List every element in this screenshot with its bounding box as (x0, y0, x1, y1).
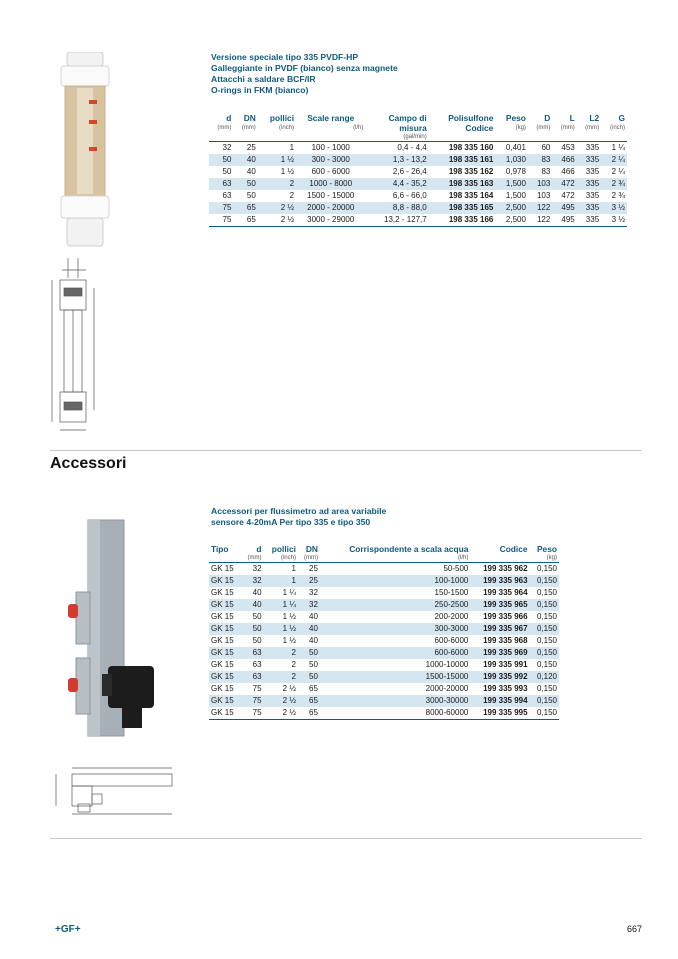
cell-campo: 4,4 - 35,2 (365, 178, 428, 190)
unit-L: (mm) (560, 125, 575, 131)
cell-D: 103 (528, 178, 552, 190)
cell-peso: 2,500 (505, 215, 526, 224)
cell-dn: 40 (298, 623, 320, 635)
cell-tipo: GK 15 (211, 612, 234, 621)
cell-campo: 6,6 - 66,0 (392, 191, 427, 200)
cell-d: 40 (252, 588, 262, 597)
cell-scale: 3000 - 29000 (307, 215, 355, 224)
cell-code: 199 335 964 (483, 588, 528, 597)
cell-L: 466 (552, 154, 576, 166)
cell-tipo: GK 15 (209, 695, 242, 707)
unit-d: (mm) (217, 125, 232, 131)
col-dn: DN (305, 544, 318, 554)
cell-D: 122 (528, 202, 552, 214)
cell-corr: 8000-60000 (425, 708, 469, 717)
cell-d: 50 (252, 636, 262, 645)
cell-code: 199 335 993 (483, 684, 528, 693)
table-row (209, 166, 627, 178)
cell-dn: 50 (246, 191, 256, 200)
cell-G: 2 ¾ (611, 191, 625, 200)
cell-L2: 335 (577, 154, 601, 166)
cell-campo: 8,8 - 88,0 (365, 202, 428, 214)
col-pollici: pollici (269, 113, 295, 123)
cell-dn: 65 (309, 684, 318, 693)
cell-pollici: 2 (264, 671, 298, 683)
table-row (209, 178, 627, 190)
col-d: d (256, 544, 262, 554)
cell-campo: 1,3 - 13,2 (365, 154, 428, 166)
cell-G: 2 ¼ (611, 167, 625, 176)
cell-G: 3 ½ (611, 215, 625, 224)
cell-code: 199 335 963 (470, 575, 529, 587)
cell-peso: 0,150 (536, 588, 557, 597)
cell-code: 198 335 162 (448, 167, 494, 176)
cell-L: 472 (561, 191, 575, 200)
table-row (209, 142, 627, 155)
table-row (209, 623, 559, 635)
col-L: L (569, 113, 575, 123)
table-row (209, 635, 559, 647)
cell-code: 199 335 967 (470, 623, 529, 635)
unit-peso: (kg) (546, 555, 557, 561)
cell-peso: 0,150 (536, 660, 557, 669)
cell-d: 50 (242, 623, 264, 635)
page-number: 667 (626, 924, 642, 934)
table-row (209, 202, 627, 214)
cell-D: 122 (536, 215, 551, 224)
cell-peso: 0,150 (530, 599, 559, 611)
cell-peso: 0,401 (505, 143, 526, 152)
cell-dn: 50 (298, 647, 320, 659)
cell-scale: 300 - 3000 (296, 154, 365, 166)
cell-peso: 0,150 (536, 684, 557, 693)
cell-pollici: 1 ½ (264, 623, 298, 635)
section2-title-line: Accessori per flussimetro ad area variabile (211, 506, 387, 516)
cell-pollici: 2 (258, 178, 296, 190)
cell-corr: 3000-30000 (320, 695, 470, 707)
cell-peso: 0,150 (530, 575, 559, 587)
cell-d: 50 (252, 612, 262, 621)
unit-scale: (l/h) (353, 125, 364, 131)
cell-corr: 100-1000 (320, 575, 470, 587)
cell-d: 50 (222, 167, 232, 176)
cell-G: 2 ¾ (601, 178, 627, 190)
section1-title-line: O-rings in FKM (bianco) (211, 85, 309, 95)
cell-pollici: 2 ½ (258, 202, 296, 214)
col-scale-range: Scale range (307, 113, 355, 123)
unit-dn: (mm) (303, 555, 318, 561)
cell-pollici: 2 ½ (280, 215, 295, 224)
cell-d: 32 (242, 575, 264, 587)
table-row (209, 659, 559, 671)
table-row (209, 599, 559, 611)
cell-peso: 0,978 (505, 167, 526, 176)
cell-scale: 1500 - 15000 (307, 191, 355, 200)
gf-logo: +GF+ (55, 924, 81, 935)
cell-dn: 40 (233, 154, 257, 166)
cell-dn: 25 (298, 575, 320, 587)
cell-tipo: GK 15 (211, 636, 234, 645)
cell-dn: 40 (309, 636, 318, 645)
cell-dn: 32 (309, 588, 318, 597)
cell-L: 472 (552, 178, 576, 190)
cell-tipo: GK 15 (211, 684, 234, 693)
cell-D: 60 (541, 143, 551, 152)
section1-title-line: Galleggiante in PVDF (bianco) senza magnete (211, 63, 398, 73)
table-row (209, 154, 627, 166)
cell-pollici: 1 (291, 564, 296, 573)
cell-corr: 200-2000 (434, 612, 469, 621)
col-poli-line2: Codice (465, 123, 494, 133)
table-row (209, 575, 559, 587)
cell-L2: 335 (577, 202, 601, 214)
cell-tipo: GK 15 (209, 575, 242, 587)
cell-tipo: GK 15 (211, 564, 234, 573)
table-row (209, 647, 559, 659)
cell-scale: 2000 - 20000 (296, 202, 365, 214)
cell-corr: 300-3000 (320, 623, 470, 635)
cell-corr: 1500-15000 (320, 671, 470, 683)
col-tipo: Tipo (211, 544, 229, 554)
unit-pollici: (inch) (280, 555, 296, 561)
cell-pollici: 1 ½ (282, 612, 296, 621)
unit-L2: (mm) (585, 125, 600, 131)
cell-corr: 1000-10000 (425, 660, 469, 669)
table-row (209, 695, 559, 707)
cell-pollici: 1 (264, 575, 298, 587)
col-pollici: pollici (271, 544, 296, 554)
section2-title (211, 506, 386, 528)
cell-L2: 335 (585, 143, 600, 152)
cell-code: 199 335 969 (470, 647, 529, 659)
cell-code: 198 335 165 (429, 202, 496, 214)
cell-code: 199 335 968 (483, 636, 528, 645)
cell-L: 466 (561, 167, 575, 176)
cell-pollici: 2 ½ (282, 684, 296, 693)
cell-code: 199 335 995 (483, 708, 528, 717)
cell-scale: 100 - 1000 (311, 143, 350, 152)
sensor-photo (62, 518, 166, 740)
col-D: D (544, 113, 551, 123)
cell-code: 198 335 160 (448, 143, 494, 152)
cell-corr: 600-6000 (320, 647, 470, 659)
cell-L2: 335 (585, 215, 600, 224)
unit-peso: (kg) (515, 125, 526, 131)
cell-dn: 65 (298, 695, 320, 707)
cell-dn: 40 (309, 612, 318, 621)
cell-d: 75 (252, 708, 262, 717)
cell-dn: 65 (309, 708, 318, 717)
cell-dn: 25 (246, 143, 256, 152)
cell-pollici: 2 ½ (264, 695, 298, 707)
cell-d: 75 (222, 215, 232, 224)
col-polisulfone (429, 113, 496, 123)
cell-code: 198 335 163 (429, 178, 496, 190)
unit-D: (mm) (536, 125, 551, 131)
cell-D: 83 (541, 167, 551, 176)
flowmeter-technical-drawing (42, 258, 102, 436)
unit-dn: (mm) (241, 125, 256, 131)
cell-d: 75 (252, 684, 262, 693)
cell-D: 83 (528, 154, 552, 166)
cell-d: 50 (209, 154, 233, 166)
cell-peso: 0,150 (536, 636, 557, 645)
cell-corr: 2000-20000 (425, 684, 469, 693)
cell-L: 453 (561, 143, 575, 152)
cell-G: 1 ¼ (611, 143, 625, 152)
cell-dn: 50 (233, 178, 257, 190)
cell-d: 63 (209, 178, 233, 190)
section-divider (50, 838, 642, 839)
cell-dn: 65 (246, 215, 256, 224)
cell-pollici: 1 ¼ (264, 599, 298, 611)
cell-pollici: 2 (264, 647, 298, 659)
cell-peso: 0,150 (536, 612, 557, 621)
cell-L: 495 (552, 202, 576, 214)
cell-L: 495 (561, 215, 575, 224)
cell-dn: 65 (233, 202, 257, 214)
cell-corr: 600-6000 (434, 636, 469, 645)
cell-pollici: 1 (289, 143, 295, 152)
cell-tipo: GK 15 (209, 671, 242, 683)
cell-dn: 50 (309, 660, 318, 669)
accessori-heading: Accessori (50, 455, 127, 472)
table-row (209, 563, 559, 576)
cell-code: 198 335 161 (429, 154, 496, 166)
cell-scale: 1000 - 8000 (296, 178, 365, 190)
flowmeter-photo (55, 52, 115, 248)
cell-pollici: 1 ½ (280, 167, 295, 176)
cell-G: 2 ¼ (601, 154, 627, 166)
section2-title-line: sensore 4-20mA Per tipo 335 e tipo 350 (211, 517, 371, 527)
table-row (209, 707, 559, 720)
cell-L2: 335 (577, 178, 601, 190)
cell-peso: 0,150 (530, 623, 559, 635)
cell-corr: 50-500 (443, 564, 469, 573)
section1-table-body (209, 142, 627, 227)
cell-scale: 600 - 6000 (311, 167, 350, 176)
cell-d: 63 (242, 671, 264, 683)
cell-peso: 1,500 (505, 191, 526, 200)
cell-dn: 25 (309, 564, 318, 573)
cell-tipo: GK 15 (209, 647, 242, 659)
cell-dn: 50 (298, 671, 320, 683)
cell-peso: 1,030 (495, 154, 528, 166)
col-poli-line1: Polisulfone (448, 113, 494, 123)
cell-peso: 0,120 (530, 671, 559, 683)
col-campo (365, 113, 428, 123)
cell-d: 63 (252, 660, 262, 669)
section-divider (50, 450, 642, 451)
cell-d: 32 (222, 143, 232, 152)
col-L2: L2 (589, 113, 600, 123)
cell-tipo: GK 15 (209, 623, 242, 635)
cell-d: 63 (222, 191, 232, 200)
cell-D: 103 (536, 191, 551, 200)
cell-code: 198 335 164 (448, 191, 494, 200)
col-corrispondente: Corrispondente a scala acqua (349, 544, 469, 554)
col-campo-line2: misura (399, 123, 427, 133)
unit-d: (mm) (247, 555, 262, 561)
unit-pollici: (inch) (279, 125, 295, 131)
cell-peso: 0,150 (536, 708, 557, 717)
cell-peso: 0,150 (530, 647, 559, 659)
section1-title (211, 52, 398, 96)
table-row (209, 190, 627, 202)
cell-code: 199 335 962 (483, 564, 528, 573)
cell-L2: 335 (585, 167, 600, 176)
cell-corr: 250-2500 (320, 599, 470, 611)
cell-d: 32 (252, 564, 262, 573)
cell-peso: 0,150 (536, 564, 557, 573)
cell-d: 75 (242, 695, 264, 707)
cell-tipo: GK 15 (209, 599, 242, 611)
unit-campo: (gal/min) (403, 134, 427, 140)
cell-pollici: 1 ¼ (282, 588, 296, 597)
cell-peso: 0,150 (530, 695, 559, 707)
cell-pollici: 2 (289, 191, 295, 200)
cell-tipo: GK 15 (211, 708, 234, 717)
cell-code: 199 335 965 (470, 599, 529, 611)
cell-code: 199 335 966 (483, 612, 528, 621)
col-peso: Peso (536, 544, 557, 554)
col-d: d (226, 113, 232, 123)
col-G: G (618, 113, 625, 123)
sensor-technical-drawing (50, 764, 180, 824)
section2-table-body (209, 563, 559, 720)
col-codice: Codice (499, 544, 528, 554)
unit-corr: (l/h) (458, 555, 469, 561)
col-peso: Peso (505, 113, 526, 123)
cell-G: 3 ½ (601, 202, 627, 214)
table-row (209, 683, 559, 695)
section1-title-line: Attacchi a saldare BCF/IR (211, 74, 316, 84)
table-row (209, 587, 559, 599)
cell-tipo: GK 15 (211, 660, 234, 669)
col-campo-line1: Campo di (388, 113, 427, 123)
cell-d: 75 (209, 202, 233, 214)
cell-d: 63 (242, 647, 264, 659)
table-row (209, 611, 559, 623)
cell-pollici: 1 ½ (282, 636, 296, 645)
cell-pollici: 1 ½ (258, 154, 296, 166)
cell-peso: 1,500 (495, 178, 528, 190)
cell-code: 199 335 992 (470, 671, 529, 683)
cell-code: 199 335 994 (470, 695, 529, 707)
cell-dn: 40 (246, 167, 256, 176)
cell-pollici: 2 (291, 660, 296, 669)
col-dn: DN (243, 113, 256, 123)
section1-table (209, 113, 627, 227)
unit-G: (inch) (609, 125, 625, 131)
cell-dn: 32 (298, 599, 320, 611)
cell-code: 199 335 991 (483, 660, 528, 669)
cell-campo: 2,6 - 26,4 (392, 167, 427, 176)
cell-code: 198 335 166 (448, 215, 494, 224)
table-row (209, 671, 559, 683)
cell-peso: 2,500 (495, 202, 528, 214)
section1-title-line: Versione speciale tipo 335 PVDF-HP (211, 52, 359, 62)
cell-d: 40 (242, 599, 264, 611)
table-row (209, 214, 627, 227)
cell-campo: 13,2 - 127,7 (384, 215, 427, 224)
cell-corr: 150-1500 (434, 588, 469, 597)
cell-pollici: 2 ½ (282, 708, 296, 717)
cell-tipo: GK 15 (211, 588, 234, 597)
cell-L2: 335 (585, 191, 600, 200)
cell-campo: 0,4 - 4,4 (397, 143, 427, 152)
section2-table (209, 544, 559, 720)
